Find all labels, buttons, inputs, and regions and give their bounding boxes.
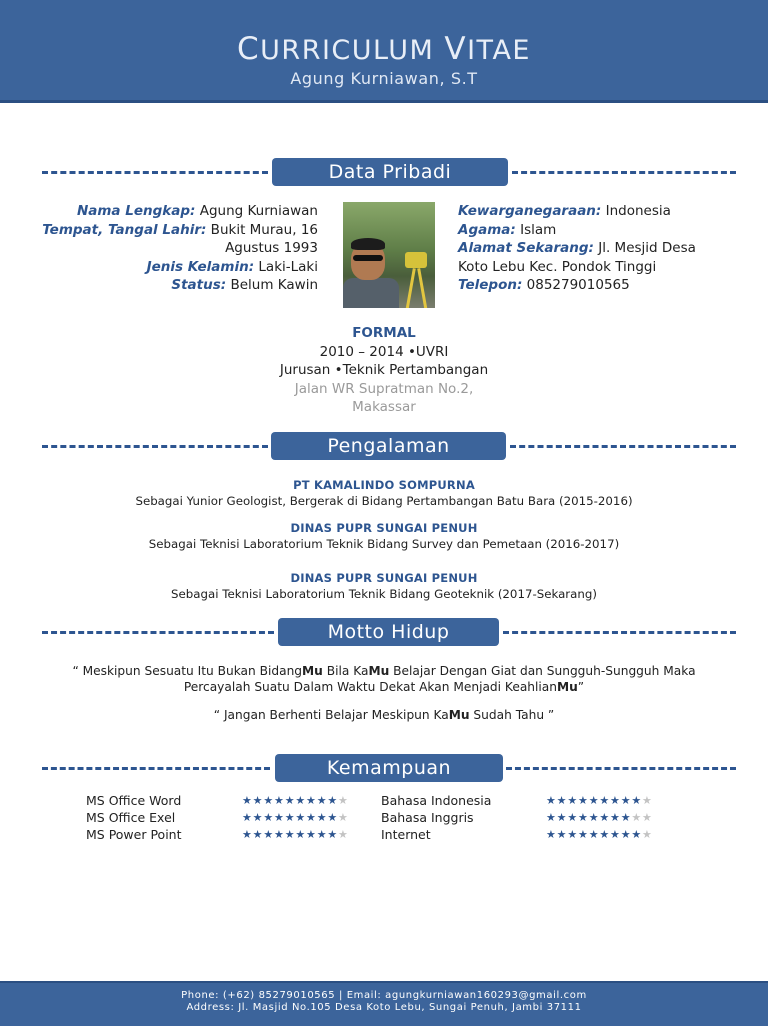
divider-right — [512, 171, 736, 174]
star-filled-icon: ★ — [610, 794, 621, 807]
star-filled-icon: ★ — [567, 794, 579, 807]
info-row — [42, 221, 318, 240]
star-filled-icon: ★ — [252, 794, 264, 807]
star-filled-icon: ★ — [295, 828, 307, 841]
info-value: Agustus 1993 — [225, 240, 318, 257]
star-empty-icon: ★ — [642, 794, 653, 807]
star-filled-icon: ★ — [631, 828, 643, 841]
skill-rating-stars — [546, 826, 653, 843]
education-years: 2010 – 2014 •UVRI — [319, 343, 449, 360]
info-value: Bukit Murau, 16 — [206, 221, 318, 238]
star-empty-icon: ★ — [631, 811, 643, 824]
star-filled-icon: ★ — [588, 794, 600, 807]
skill-row — [381, 809, 681, 826]
section-motto — [42, 618, 736, 648]
star-filled-icon: ★ — [620, 811, 632, 824]
skill-row — [86, 826, 376, 843]
education-major: Jurusan •Teknik Pertambangan — [279, 362, 489, 379]
divider-left — [42, 171, 268, 174]
experience-company: PT KAMALINDO SOMPURNA — [293, 478, 475, 492]
star-filled-icon: ★ — [274, 794, 285, 807]
star-filled-icon: ★ — [242, 811, 253, 824]
info-value: Indonesia — [601, 203, 671, 219]
info-row — [458, 258, 758, 277]
skill-name: MS Power Point — [86, 827, 182, 842]
star-filled-icon: ★ — [327, 828, 339, 841]
star-filled-icon: ★ — [274, 828, 285, 841]
section-kemampuan — [42, 754, 736, 784]
star-filled-icon: ★ — [556, 828, 568, 841]
education-address: Jalan WR Supratman No.2, — [294, 380, 474, 397]
info-value: Jl. Mesjid Desa — [593, 240, 696, 257]
education-heading: FORMAL — [352, 325, 416, 341]
star-filled-icon: ★ — [599, 811, 611, 824]
info-value: 085279010565 — [522, 277, 630, 294]
star-filled-icon: ★ — [610, 811, 621, 824]
skill-row — [381, 826, 681, 843]
star-filled-icon: ★ — [578, 811, 589, 824]
divider-right — [503, 631, 736, 634]
star-filled-icon: ★ — [588, 828, 600, 841]
info-value: Belum Kawin — [226, 277, 318, 294]
star-filled-icon: ★ — [316, 828, 328, 841]
info-value: Koto Lebu Kec. Pondok Tinggi — [458, 258, 657, 275]
star-filled-icon: ★ — [567, 828, 579, 841]
star-filled-icon: ★ — [610, 828, 621, 841]
skill-rating-stars — [546, 809, 653, 826]
star-filled-icon: ★ — [620, 828, 632, 841]
star-filled-icon: ★ — [631, 794, 643, 807]
star-filled-icon: ★ — [599, 828, 611, 841]
divider-right — [510, 445, 736, 448]
experience-role: Sebagai Teknisi Laboratorium Teknik Bidang Survey dan Pemetaan (2016-2017) — [148, 537, 620, 551]
motto-quote-1: “ Meskipun Sesuatu Itu Bukan BidangMu Bila KaMu Belajar Dengan Giat dan Sungguh-Sungguh Maka Percayalah Suatu Dalam Waktu Dekat Akan Menjadi KeahlianMu” — [72, 664, 696, 694]
star-filled-icon: ★ — [306, 828, 317, 841]
section-pengalaman — [42, 432, 736, 462]
star-filled-icon: ★ — [546, 794, 557, 807]
skill-rating-stars — [242, 792, 349, 809]
section-title: Kemampuan — [275, 754, 503, 782]
star-filled-icon: ★ — [295, 811, 307, 824]
skills-right — [381, 792, 681, 843]
info-label: Tempat, Tangal Lahir: — [42, 221, 207, 238]
personal-info-left — [42, 202, 318, 295]
footer-phone-email: Phone: (+62) 85279010565 | Email: agungkurniawan160293@gmail.com — [181, 990, 587, 1001]
experience-role: Sebagai Teknisi Laboratorium Teknik Bidang Geoteknik (2017-Sekarang) — [171, 587, 597, 601]
skill-rating-stars — [546, 792, 653, 809]
skill-name: Bahasa Inggris — [381, 810, 474, 825]
star-filled-icon: ★ — [306, 811, 317, 824]
star-filled-icon: ★ — [578, 828, 589, 841]
star-filled-icon: ★ — [263, 828, 275, 841]
education-address: Makassar — [352, 399, 416, 416]
info-row — [42, 239, 318, 258]
skill-row — [86, 792, 376, 809]
info-value: Laki-Laki — [254, 258, 318, 275]
star-filled-icon: ★ — [263, 794, 275, 807]
skill-name: Bahasa Indonesia — [381, 793, 492, 808]
divider-left — [42, 445, 268, 448]
star-empty-icon: ★ — [338, 794, 349, 807]
star-filled-icon: ★ — [556, 794, 568, 807]
info-label: Agama: — [458, 221, 516, 238]
skill-row — [86, 809, 376, 826]
star-filled-icon: ★ — [546, 811, 557, 824]
star-empty-icon: ★ — [642, 811, 653, 824]
info-label: Alamat Sekarang: — [458, 240, 594, 257]
star-filled-icon: ★ — [263, 811, 275, 824]
star-empty-icon: ★ — [338, 811, 349, 824]
star-filled-icon: ★ — [599, 794, 611, 807]
star-filled-icon: ★ — [306, 794, 317, 807]
info-label: Telepon: — [458, 277, 523, 294]
star-filled-icon: ★ — [242, 794, 253, 807]
experience-company: DINAS PUPR SUNGAI PENUH — [290, 571, 478, 585]
info-label: Jenis Kelamin: — [146, 258, 255, 275]
experience-item — [20, 477, 748, 509]
star-filled-icon: ★ — [316, 811, 328, 824]
divider-left — [42, 631, 274, 634]
star-filled-icon: ★ — [327, 794, 339, 807]
info-row — [458, 276, 758, 295]
skill-row — [381, 792, 681, 809]
star-filled-icon: ★ — [274, 811, 285, 824]
star-filled-icon: ★ — [588, 811, 600, 824]
star-filled-icon: ★ — [567, 811, 579, 824]
skill-name: MS Office Word — [86, 793, 182, 808]
cv-title: CURRICULUM VITAE — [237, 31, 531, 67]
star-filled-icon: ★ — [546, 828, 557, 841]
section-title: Data Pribadi — [272, 158, 508, 186]
info-label: Nama Lengkap: — [76, 203, 196, 219]
star-filled-icon: ★ — [252, 828, 264, 841]
info-row — [42, 258, 318, 277]
header-banner — [0, 0, 768, 103]
info-value: Islam — [515, 221, 557, 238]
section-title: Motto Hidup — [278, 618, 499, 646]
profile-photo — [343, 202, 435, 308]
experience-company: DINAS PUPR SUNGAI PENUH — [290, 521, 478, 535]
star-filled-icon: ★ — [284, 794, 296, 807]
star-filled-icon: ★ — [578, 794, 589, 807]
info-value: Agung Kurniawan — [195, 203, 318, 219]
experience-role: Sebagai Yunior Geologist, Bergerak di Bidang Pertambangan Batu Bara (2015-2016) — [135, 494, 633, 508]
section-title: Pengalaman — [271, 432, 506, 460]
star-filled-icon: ★ — [620, 794, 632, 807]
skills-left — [86, 792, 376, 843]
skill-name: MS Office Exel — [86, 810, 176, 825]
skill-rating-stars — [242, 826, 349, 843]
motto-quote-2: “ Jangan Berhenti Belajar Meskipun KaMu Sudah Tahu ” — [213, 708, 555, 722]
star-filled-icon: ★ — [556, 811, 568, 824]
info-label: Status: — [171, 277, 227, 294]
star-empty-icon: ★ — [338, 828, 349, 841]
star-filled-icon: ★ — [242, 828, 253, 841]
star-filled-icon: ★ — [295, 794, 307, 807]
info-row — [42, 276, 318, 295]
divider-left — [42, 767, 270, 770]
star-filled-icon: ★ — [252, 811, 264, 824]
personal-info-right — [458, 202, 758, 295]
info-label: Kewarganegaraan: — [458, 203, 602, 219]
star-filled-icon: ★ — [284, 828, 296, 841]
section-data-pribadi — [42, 158, 736, 188]
info-row — [458, 239, 758, 258]
skill-rating-stars — [242, 809, 349, 826]
experience-item — [20, 570, 748, 602]
experience-item — [20, 520, 748, 552]
star-filled-icon: ★ — [316, 794, 328, 807]
star-filled-icon: ★ — [327, 811, 339, 824]
info-row — [458, 202, 758, 221]
info-row — [42, 202, 318, 221]
skill-name: Internet — [381, 827, 431, 842]
star-filled-icon: ★ — [284, 811, 296, 824]
footer-address: Address: Jl. Masjid No.105 Desa Koto Lebu, Sungai Penuh, Jambi 37111 — [186, 1002, 582, 1013]
divider-right — [506, 767, 736, 770]
cv-name: Agung Kurniawan, S.T — [290, 69, 478, 88]
education-block — [234, 324, 534, 417]
footer-contact — [0, 981, 768, 1026]
info-row — [458, 221, 758, 240]
star-empty-icon: ★ — [642, 828, 653, 841]
